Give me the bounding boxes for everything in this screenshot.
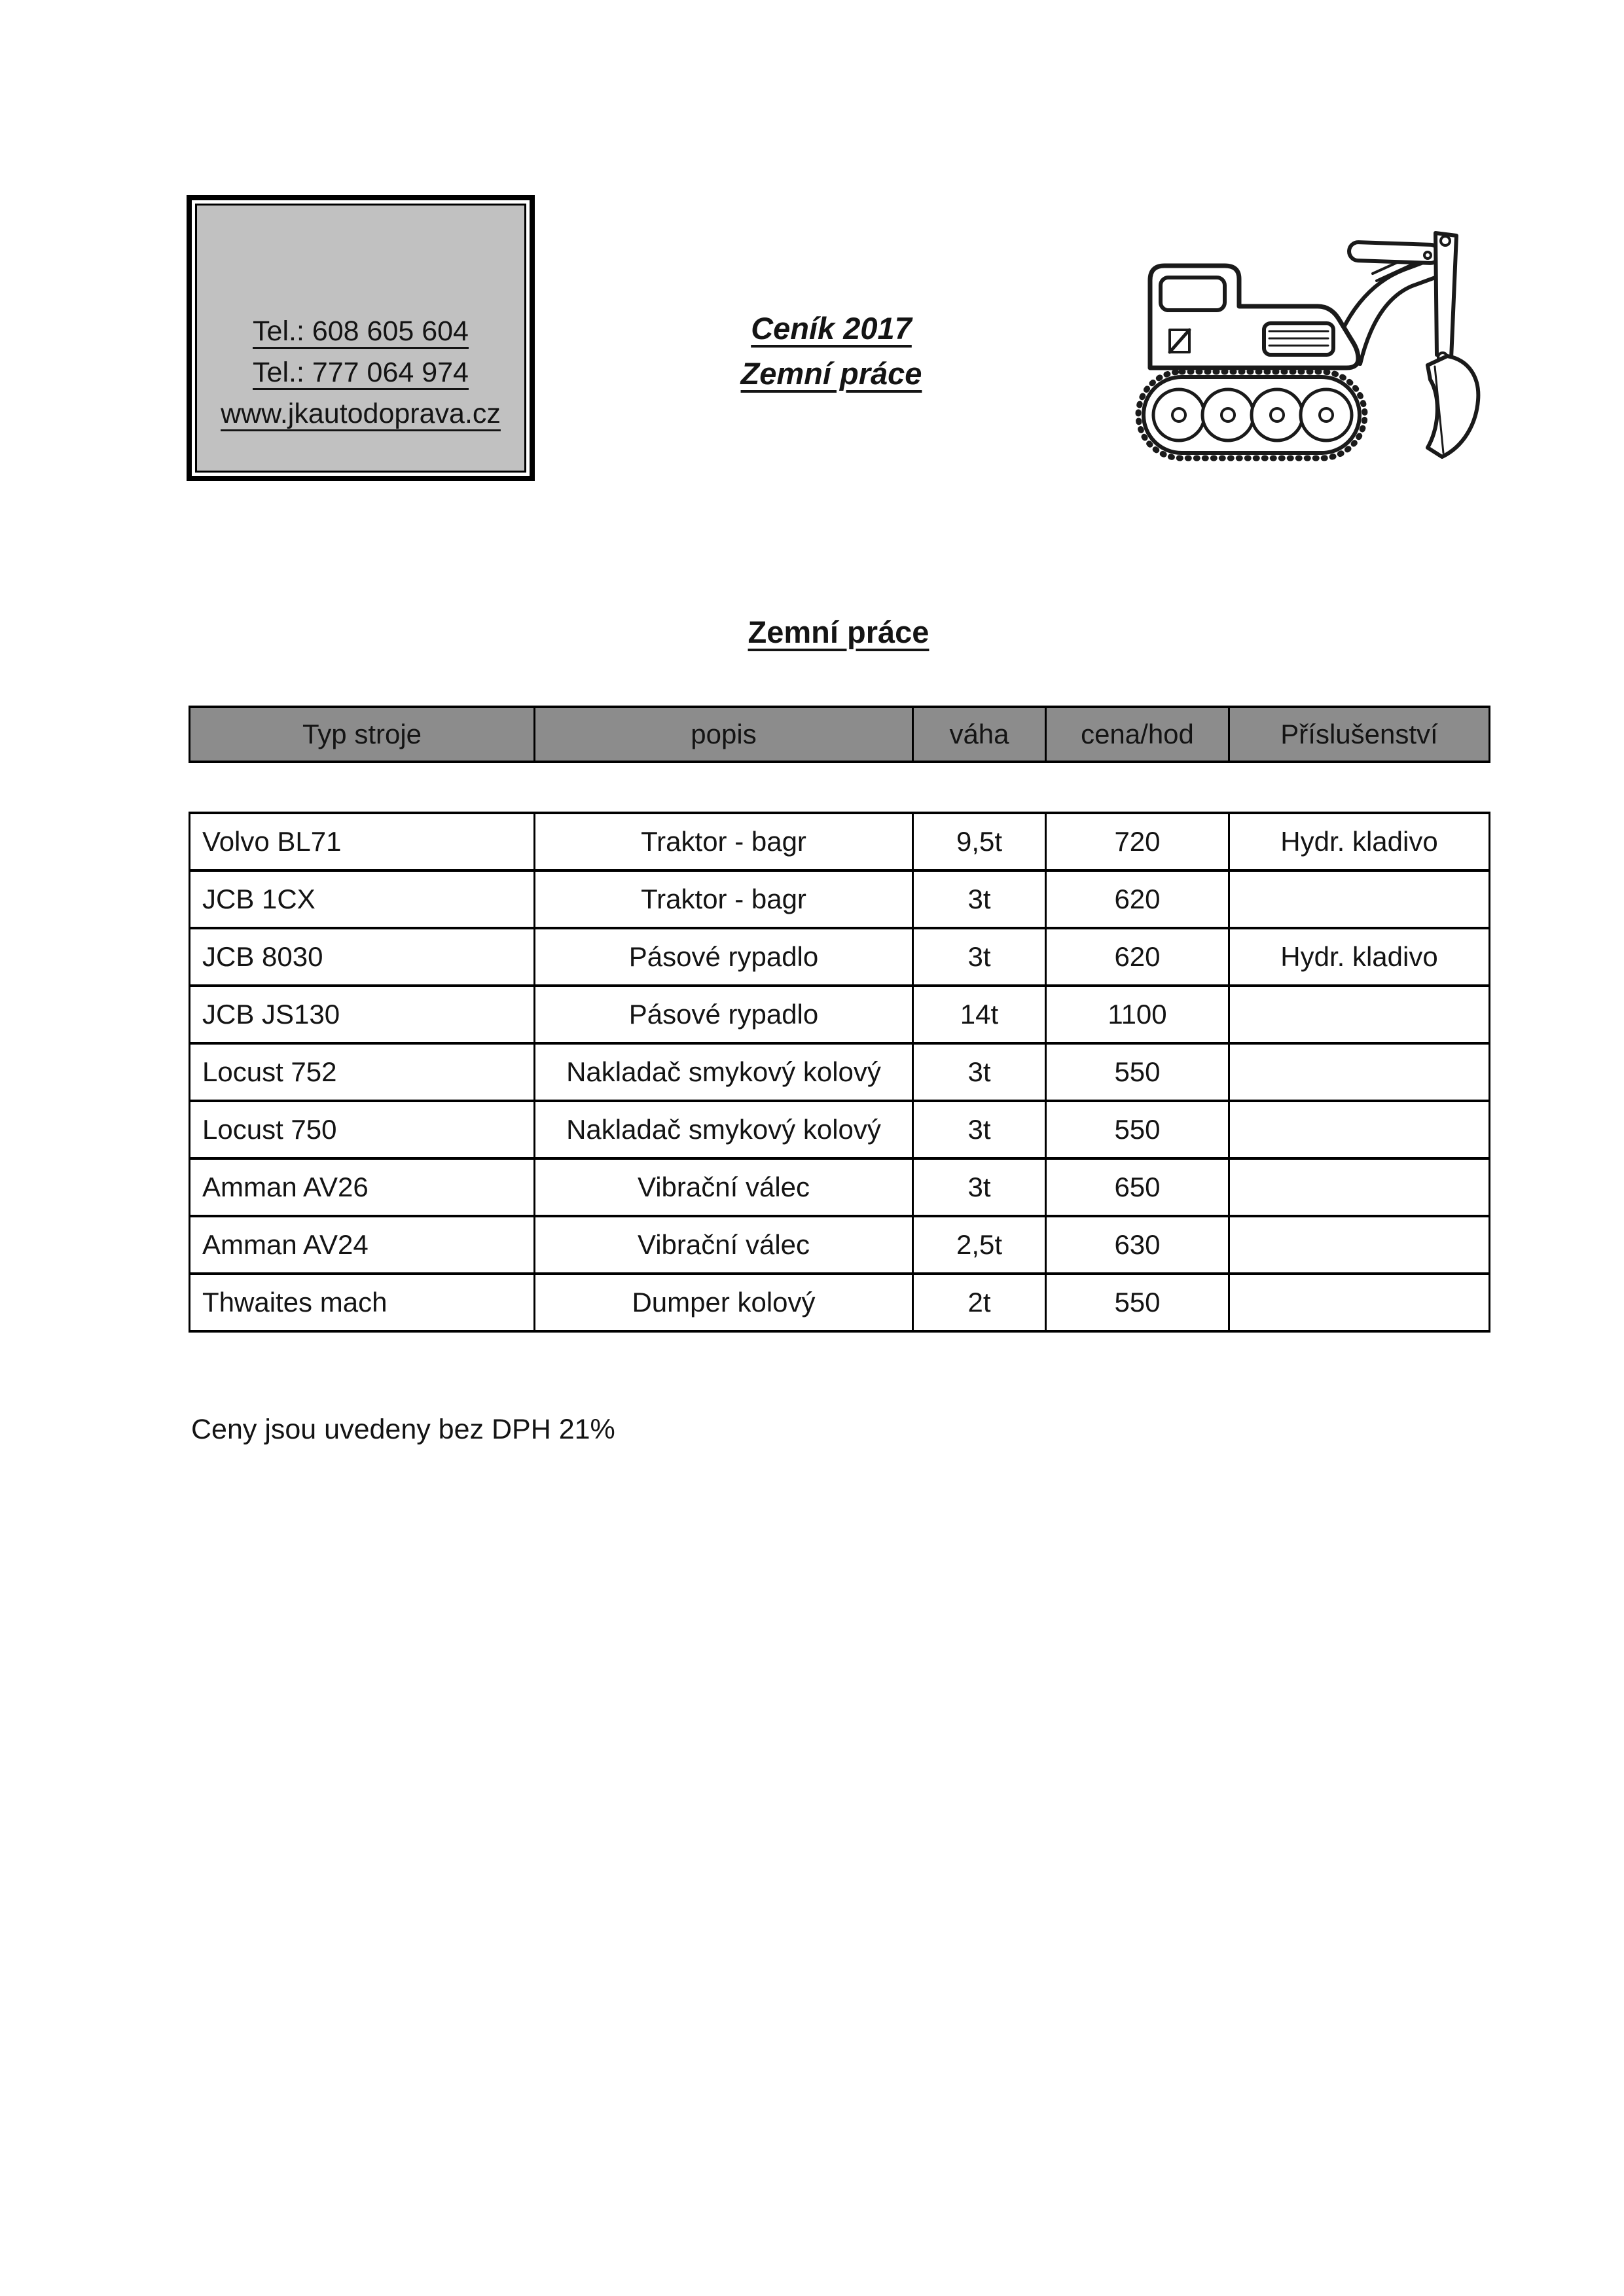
excavator-illustration — [1110, 194, 1489, 463]
header-prislusenstvi: Příslušenství — [1229, 707, 1490, 762]
cell-accessory — [1229, 1101, 1490, 1158]
cell-weight: 3t — [913, 928, 1046, 986]
table-row — [190, 1043, 1490, 1101]
contact-box-inner — [195, 204, 526, 473]
cell-weight: 3t — [913, 1158, 1046, 1216]
section-heading-text: Zemní práce — [748, 615, 929, 649]
cell-description: Vibrační válec — [535, 1158, 913, 1216]
table-row — [190, 1274, 1490, 1331]
cell-description: Traktor - bagr — [535, 870, 913, 928]
cell-price: 720 — [1046, 813, 1229, 870]
cell-weight: 14t — [913, 986, 1046, 1043]
website-url: www.jkautodoprava.cz — [221, 398, 501, 429]
table-row — [190, 1158, 1490, 1216]
header-cena-hod: cena/hod — [1046, 707, 1229, 762]
header-row — [190, 707, 1490, 762]
cell-description: Traktor - bagr — [535, 813, 913, 870]
cell-description: Dumper kolový — [535, 1274, 913, 1331]
price-table-body — [189, 812, 1490, 1333]
cell-price: 550 — [1046, 1274, 1229, 1331]
cell-accessory: Hydr. kladivo — [1229, 813, 1490, 870]
header-popis: popis — [535, 707, 913, 762]
title-line-2: Zemní práce — [740, 356, 922, 391]
title-line-1: Ceník 2017 — [751, 311, 912, 346]
table-row — [190, 870, 1490, 928]
cell-weight: 3t — [913, 1043, 1046, 1101]
cell-description: Pásové rypadlo — [535, 928, 913, 986]
cell-price: 1100 — [1046, 986, 1229, 1043]
cell-weight: 2t — [913, 1274, 1046, 1331]
cell-machine: Thwaites mach — [190, 1274, 535, 1331]
cell-weight: 3t — [913, 870, 1046, 928]
cell-machine: Amman AV24 — [190, 1216, 535, 1274]
cell-weight: 9,5t — [913, 813, 1046, 870]
price-table-header — [189, 706, 1490, 763]
cell-accessory — [1229, 986, 1490, 1043]
contact-box — [187, 195, 535, 481]
header-typ-stroje: Typ stroje — [190, 707, 535, 762]
cell-weight: 3t — [913, 1101, 1046, 1158]
vat-footnote: Ceny jsou uvedeny bez DPH 21% — [191, 1414, 615, 1445]
cell-accessory — [1229, 1158, 1490, 1216]
cell-machine: Volvo BL71 — [190, 813, 535, 870]
cell-machine: JCB JS130 — [190, 986, 535, 1043]
cell-description: Nakladač smykový kolový — [535, 1101, 913, 1158]
cell-accessory — [1229, 870, 1490, 928]
table-row — [190, 986, 1490, 1043]
cell-machine: Locust 750 — [190, 1101, 535, 1158]
cell-accessory — [1229, 1216, 1490, 1274]
cell-machine: JCB 8030 — [190, 928, 535, 986]
phone-number-1: Tel.: 608 605 604 — [253, 315, 469, 347]
table-row — [190, 928, 1490, 986]
cell-weight: 2,5t — [913, 1216, 1046, 1274]
cell-price: 650 — [1046, 1158, 1229, 1216]
cell-machine: Amman AV26 — [190, 1158, 535, 1216]
cell-price: 630 — [1046, 1216, 1229, 1274]
section-heading — [189, 614, 1489, 650]
table-row — [190, 1101, 1490, 1158]
cell-machine: JCB 1CX — [190, 870, 535, 928]
cell-description: Nakladač smykový kolový — [535, 1043, 913, 1101]
cell-accessory: Hydr. kladivo — [1229, 928, 1490, 986]
table-row — [190, 1216, 1490, 1274]
table-row — [190, 813, 1490, 870]
phone-number-2: Tel.: 777 064 974 — [253, 357, 469, 388]
cell-accessory — [1229, 1043, 1490, 1101]
cell-price: 620 — [1046, 870, 1229, 928]
cell-price: 550 — [1046, 1101, 1229, 1158]
header-vaha: váha — [913, 707, 1046, 762]
cell-price: 550 — [1046, 1043, 1229, 1101]
cell-accessory — [1229, 1274, 1490, 1331]
cell-description: Pásové rypadlo — [535, 986, 913, 1043]
cell-description: Vibrační válec — [535, 1216, 913, 1274]
cell-machine: Locust 752 — [190, 1043, 535, 1101]
cell-price: 620 — [1046, 928, 1229, 986]
document-title — [664, 313, 998, 389]
